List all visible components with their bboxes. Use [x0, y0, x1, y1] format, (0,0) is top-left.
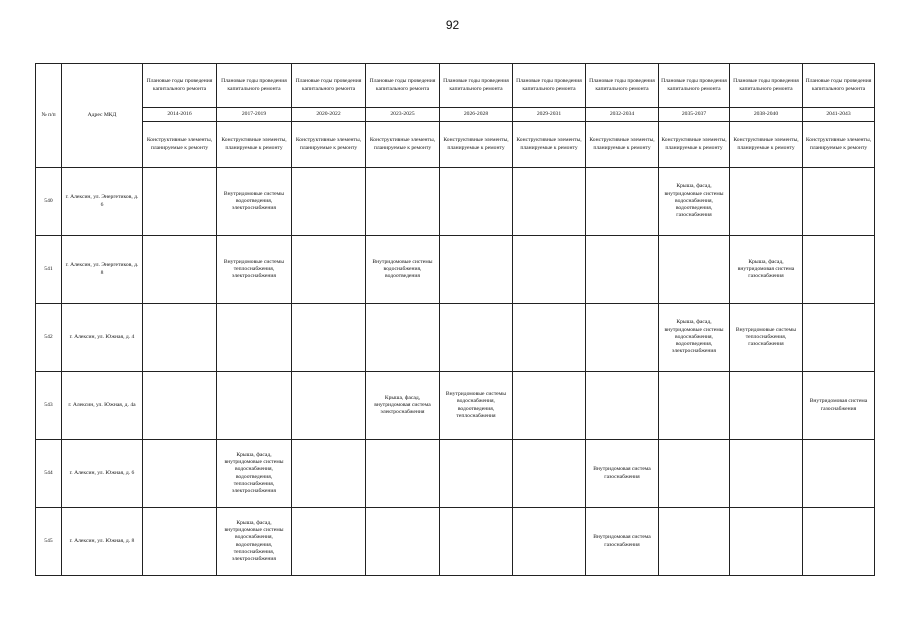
plan-cell: Крыша, фасад, внутридомовые системы водоснабжения, водоотведения, теплоснабжения, электроснабжения [217, 508, 292, 576]
plan-cell [586, 236, 659, 304]
plan-header: Плановые годы проведения капитального ремонта [440, 64, 513, 108]
plan-cell [659, 440, 730, 508]
period-header: 2014-2016 [143, 108, 217, 122]
plan-cell [366, 304, 440, 372]
row-number: 540 [36, 168, 62, 236]
plan-header: Плановые годы проведения капитального ремонта [659, 64, 730, 108]
plan-cell: Крыша, фасад, внутридомовые системы водоснабжения, водоотведения, электроснабжения [659, 304, 730, 372]
row-number: 545 [36, 508, 62, 576]
row-number: 544 [36, 440, 62, 508]
plan-cell: Крыша, фасад, внутридомовые системы водоснабжения, водоотведения, теплоснабжения, электроснабжения [217, 440, 292, 508]
plan-cell [366, 508, 440, 576]
plan-cell [513, 304, 586, 372]
period-header: 2029-2031 [513, 108, 586, 122]
plan-cell [143, 304, 217, 372]
plan-cell [730, 440, 803, 508]
plan-cell [440, 304, 513, 372]
plan-cell: Внутридомовые системы водоснабжения, водоотведения, теплоснабжения [440, 372, 513, 440]
plan-cell [292, 508, 366, 576]
plan-cell [292, 236, 366, 304]
period-header: 2023-2025 [366, 108, 440, 122]
capital-repair-table [35, 63, 875, 576]
table-row [36, 236, 875, 304]
plan-cell [143, 372, 217, 440]
row-address: г. Алексин, ул. Южная, д. 8 [62, 508, 143, 576]
elements-header: Конструктивные элементы, планируемые к ремонту [730, 122, 803, 168]
plan-cell [586, 168, 659, 236]
plan-header: Плановые годы проведения капитального ремонта [730, 64, 803, 108]
period-header: 2017-2019 [217, 108, 292, 122]
table-row [36, 168, 875, 236]
elements-header: Конструктивные элементы, планируемые к ремонту [143, 122, 217, 168]
plan-header: Плановые годы проведения капитального ремонта [366, 64, 440, 108]
row-address: г. Алексин, ул. Энергетиков, д. 8 [62, 236, 143, 304]
plan-cell [803, 304, 875, 372]
table-row [36, 440, 875, 508]
plan-header: Плановые годы проведения капитального ремонта [586, 64, 659, 108]
plan-cell [292, 440, 366, 508]
plan-cell [217, 372, 292, 440]
plan-cell: Крыша, фасад, внутридомовые системы водоснабжения, водоотведения, газоснабжения [659, 168, 730, 236]
plan-cell [803, 440, 875, 508]
period-header: 2035-2037 [659, 108, 730, 122]
plan-cell: Крыша, фасад, внутридомовая система электроснабжения [366, 372, 440, 440]
plan-header: Плановые годы проведения капитального ремонта [803, 64, 875, 108]
plan-cell [440, 168, 513, 236]
plan-cell [143, 168, 217, 236]
plan-cell [292, 168, 366, 236]
plan-cell [659, 372, 730, 440]
plan-cell [366, 440, 440, 508]
plan-cell: Внутридомовая система газоснабжения [586, 508, 659, 576]
plan-cell [803, 236, 875, 304]
plan-cell [440, 440, 513, 508]
page-number: 92 [445, 18, 460, 32]
header-row-years [36, 108, 875, 122]
row-address: г. Алексин, ул. Южная, д. 6 [62, 440, 143, 508]
row-address: г. Алексин, ул. Энергетиков, д. 6 [62, 168, 143, 236]
plan-cell: Внутридомовые системы водоснабжения, водоотведения [366, 236, 440, 304]
plan-cell [513, 168, 586, 236]
elements-header: Конструктивные элементы, планируемые к ремонту [292, 122, 366, 168]
plan-cell [659, 508, 730, 576]
address-header: Адрес МКД [62, 64, 143, 168]
plan-cell [803, 168, 875, 236]
plan-cell: Крыша, фасад, внутридомовая система газоснабжения [730, 236, 803, 304]
plan-cell [143, 440, 217, 508]
plan-cell [730, 508, 803, 576]
table-row [36, 372, 875, 440]
plan-cell [586, 304, 659, 372]
plan-cell [659, 236, 730, 304]
table-row [36, 508, 875, 576]
plan-cell [292, 304, 366, 372]
plan-cell [440, 508, 513, 576]
row-number: 542 [36, 304, 62, 372]
header-row-plan [36, 64, 875, 108]
elements-header: Конструктивные элементы, планируемые к ремонту [513, 122, 586, 168]
table-row [36, 304, 875, 372]
plan-cell [217, 304, 292, 372]
plan-cell [513, 372, 586, 440]
period-header: 2041-2043 [803, 108, 875, 122]
plan-cell: Внутридомовые системы теплоснабжения, электроснабжения [217, 236, 292, 304]
plan-header: Плановые годы проведения капитального ремонта [143, 64, 217, 108]
elements-header: Конструктивные элементы, планируемые к ремонту [803, 122, 875, 168]
plan-header: Плановые годы проведения капитального ремонта [292, 64, 366, 108]
period-header: 2038-2040 [730, 108, 803, 122]
period-header: 2026-2028 [440, 108, 513, 122]
plan-cell [803, 508, 875, 576]
plan-cell [143, 236, 217, 304]
header-row-elements [36, 122, 875, 168]
plan-cell [513, 508, 586, 576]
row-number: 541 [36, 236, 62, 304]
plan-cell [366, 168, 440, 236]
plan-cell: Внутридомовые системы теплоснабжения, газоснабжения [730, 304, 803, 372]
plan-cell [730, 168, 803, 236]
elements-header: Конструктивные элементы, планируемые к ремонту [217, 122, 292, 168]
plan-cell: Внутридомовая система газоснабжения [586, 440, 659, 508]
row-number: 543 [36, 372, 62, 440]
period-header: 2020-2022 [292, 108, 366, 122]
elements-header: Конструктивные элементы, планируемые к ремонту [586, 122, 659, 168]
plan-cell [292, 372, 366, 440]
row-address: г. Алексин, ул. Южная, д. 4 [62, 304, 143, 372]
elements-header: Конструктивные элементы, планируемые к ремонту [366, 122, 440, 168]
plan-cell [513, 440, 586, 508]
plan-cell [143, 508, 217, 576]
plan-header: Плановые годы проведения капитального ремонта [217, 64, 292, 108]
plan-cell: Внутридомовые системы водоотведения, электроснабжения [217, 168, 292, 236]
plan-cell [440, 236, 513, 304]
period-header: 2032-2034 [586, 108, 659, 122]
plan-cell [586, 372, 659, 440]
num-header: № п/п [36, 64, 62, 168]
plan-cell: Внутридомовая система газоснабжения [803, 372, 875, 440]
plan-cell [513, 236, 586, 304]
plan-cell [730, 372, 803, 440]
row-address: г. Алексин, ул. Южная, д. 4а [62, 372, 143, 440]
elements-header: Конструктивные элементы, планируемые к ремонту [440, 122, 513, 168]
elements-header: Конструктивные элементы, планируемые к ремонту [659, 122, 730, 168]
plan-header: Плановые годы проведения капитального ремонта [513, 64, 586, 108]
